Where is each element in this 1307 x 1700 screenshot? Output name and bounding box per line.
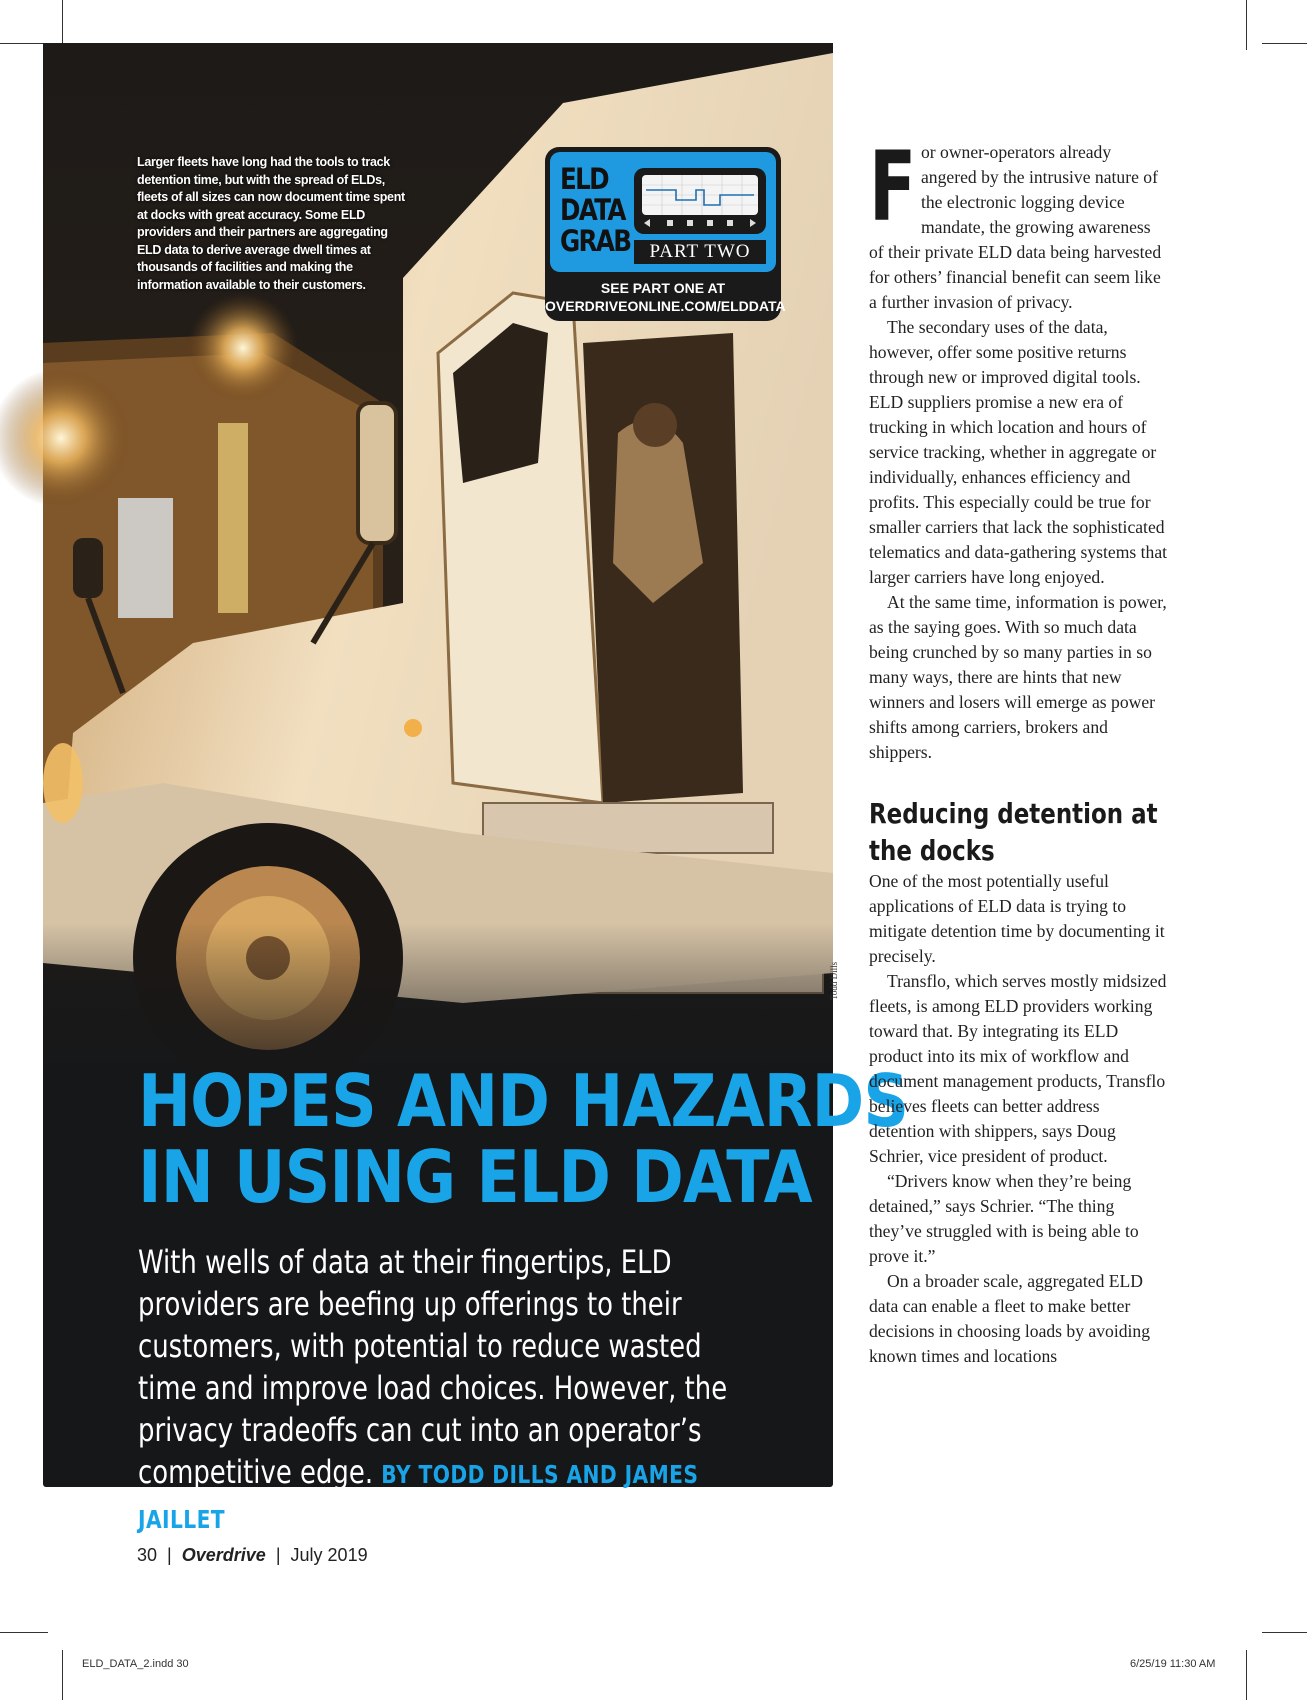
section-heading: Reducing detention at the docks [869, 797, 1158, 867]
badge-panel [550, 152, 776, 272]
folio-separator: | [275, 1545, 281, 1565]
page-folio [137, 1545, 368, 1566]
article-paragraph: One of the most potentially useful applications of ELD data is trying to mitigate detention time by documenting it precisely. [869, 871, 1165, 966]
crop-mark [1246, 1650, 1247, 1700]
article-dek [138, 1241, 754, 1541]
article-paragraph: At the same time, information is power, as the saying goes. With so much data being crunched by so many parties in so many ways, there are hints that new winners and losers will emerge as power shifts among carriers, brokers and shippers. [869, 592, 1167, 762]
slug-timestamp: 6/25/19 11:30 AM [1130, 1658, 1216, 1670]
article-column [869, 131, 1169, 1369]
article-paragraph [869, 131, 1169, 315]
article-paragraph: On a broader scale, aggregated ELD data can enable a fleet to make better decisions in choosing loads by avoiding known times and locations [869, 1271, 1150, 1366]
page-number: 30 [137, 1545, 158, 1565]
article-paragraph: “Drivers know when they’re being detained,” says Schrier. “The thing they’ve struggled with is being able to prove it.” [869, 1171, 1139, 1266]
badge-title [560, 162, 631, 258]
badge-see-part-one [545, 279, 786, 315]
hero-panel [43, 43, 909, 1534]
screen-buttons-icon [642, 218, 758, 228]
eld-data-grab-badge [545, 147, 786, 321]
headline-line: HOPES AND HAZARDS [138, 1059, 909, 1143]
magazine-name: Overdrive [181, 1545, 266, 1565]
crop-mark [1246, 0, 1247, 50]
article-paragraph: Transflo, which serves mostly midsized fleets, is among ELD providers working toward that. By integrating its ELD product into its mix of workflow and document management products, Transflo believes fleets can better address detention with shippers, says Doug Schrier, vice president of product. [869, 971, 1167, 1166]
crop-mark [62, 1650, 63, 1700]
badge-line: DATA [560, 193, 625, 227]
article-paragraph: The secondary uses of the data, however, offer some positive returns through new or improved digital tools. ELD suppliers promise a new era of trucking in which location and hours of service tracking, whether in aggregate or individually, enhances efficiency and profits. This especially could be true for smaller carriers that lack the sophisticated telematics and data-gathering systems that larger carriers have long enjoyed. [869, 317, 1168, 587]
badge-line: GRAB [560, 224, 631, 258]
folio-separator: | [167, 1545, 172, 1565]
issue-date: July 2019 [290, 1545, 368, 1565]
byline: BY TODD DILLS AND JAMES JAILLET [138, 1460, 699, 1534]
badge-line: ELD [560, 162, 608, 196]
crop-mark [1262, 43, 1307, 44]
crop-mark [0, 43, 48, 44]
dek-text: With wells of data at their fingertips, ELD providers are beefing up offerings to their customers, with potential to reduce wasted time and improve load choices. However, the privacy tradeoffs can cut into an operator’s competitive edge. [138, 1243, 728, 1491]
slug-file: ELD_DATA_2.indd 30 [82, 1658, 189, 1670]
badge-see-text: SEE PART ONE AT [600, 280, 726, 296]
badge-part-label: PART TWO [634, 240, 766, 264]
photo-caption: Larger fleets have long had the tools to track detention time, but with the spread of ELDs, fleets of all sizes can now document time spent at docks with great accuracy. Some ELD providers and their partners are aggregating ELD data to derive average dwell times at thousands of facilities and making the information available to their customers. [137, 155, 405, 292]
page-title [138, 1059, 909, 1219]
log-grid-icon [642, 175, 758, 215]
drop-cap: F [869, 131, 917, 243]
crop-mark [1262, 1632, 1307, 1633]
badge-url: OVERDRIVEONLINE.COM/ELDDATA [545, 298, 786, 314]
paragraph-text: or owner-operators already angered by the intrusive nature of the electronic logging device mandate, the growing awareness of their private ELD data being harvested for others’ financial benefit can seem like a further invasion of privacy. [869, 142, 1162, 312]
eld-screen-icon [634, 168, 766, 234]
photo-credit: Todd Dills [829, 961, 839, 1000]
headline-line: IN USING ELD DATA [138, 1135, 812, 1219]
crop-mark [0, 1632, 48, 1633]
